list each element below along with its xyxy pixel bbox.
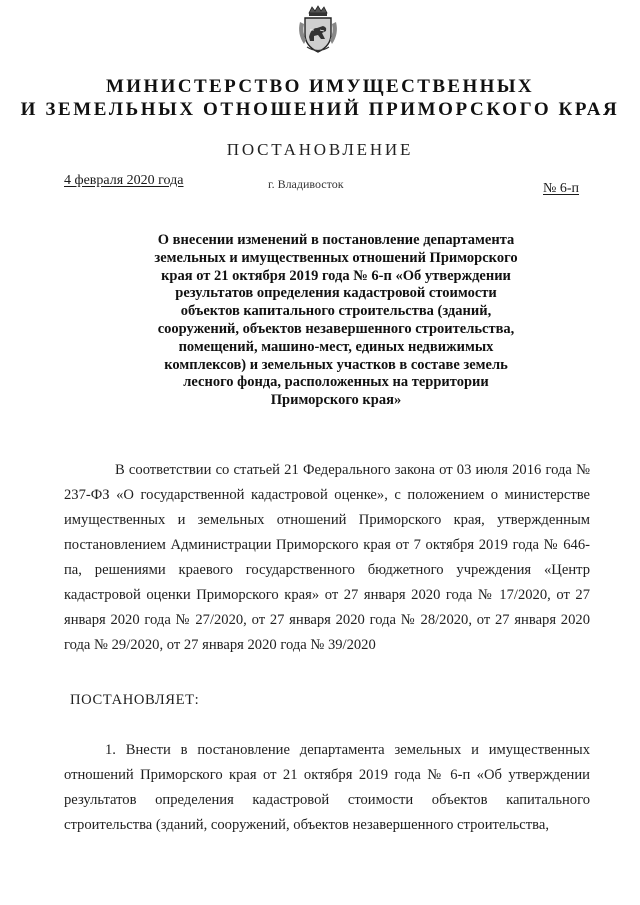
document-city: г. Владивосток	[268, 177, 344, 191]
document-type: ПОСТАНОВЛЕНИЕ	[226, 140, 414, 159]
ministry-name-line2: И ЗЕМЕЛЬНЫХ ОТНОШЕНИЙ ПРИМОРСКОГО КРАЯ	[20, 99, 620, 120]
preamble-paragraph: В соответствии со статьей 21 Федерального закона от 03 июля 2016 года № 237-ФЗ «О государственной кадастровой оценке», с положением о министерстве имущественных и земельных отношений Приморского края, утвержденным постановлением Администрации Приморского края от 7 октября 2019 года № 646-па, решениями краевого государственного бюджетного учреждения «Центр кадастровой оценки Приморского края» от 27 января 2020 года № 17/2020, от 27 января 2020 года № 27/2020, от 27 января 2020 года № 28/2020, от 27 января 2020 года № 29/2020, от 27 января 2020 года № 39/2020	[64, 462, 590, 653]
document-date: 4 февраля 2020 года	[64, 173, 184, 188]
document-number: № 6-п	[543, 181, 580, 196]
coat-of-arms-icon	[296, 4, 340, 56]
ministry-name-line1: МИНИСТЕРСТВО ИМУЩЕСТВЕННЫХ	[105, 76, 535, 97]
resolve-heading: ПОСТАНОВЛЯЕТ:	[70, 692, 200, 708]
clause-1-paragraph: 1. Внести в постановление департамента земельных и имущественных отношений Приморского края от 21 октября 2019 года № 6-п «Об утверждении результатов определения кадастровой стоимости объектов капитального строительства (зданий, сооружений, объектов незавершенного строительства,	[64, 742, 590, 833]
document-title: О внесении изменений в постановление департамента земельных и имущественных отношений Приморского края от 21 октября 2019 года № 6-п «Об утверждении результатов определения кадастровой стоимости объектов капитального строительства (зданий, сооружений, объектов незавершенного строительства, помещений, машино-мест, единых недвижимых комплексов) и земельных участков в составе земель лесного фонда, расположенных на территории Приморского края»	[154, 232, 518, 409]
